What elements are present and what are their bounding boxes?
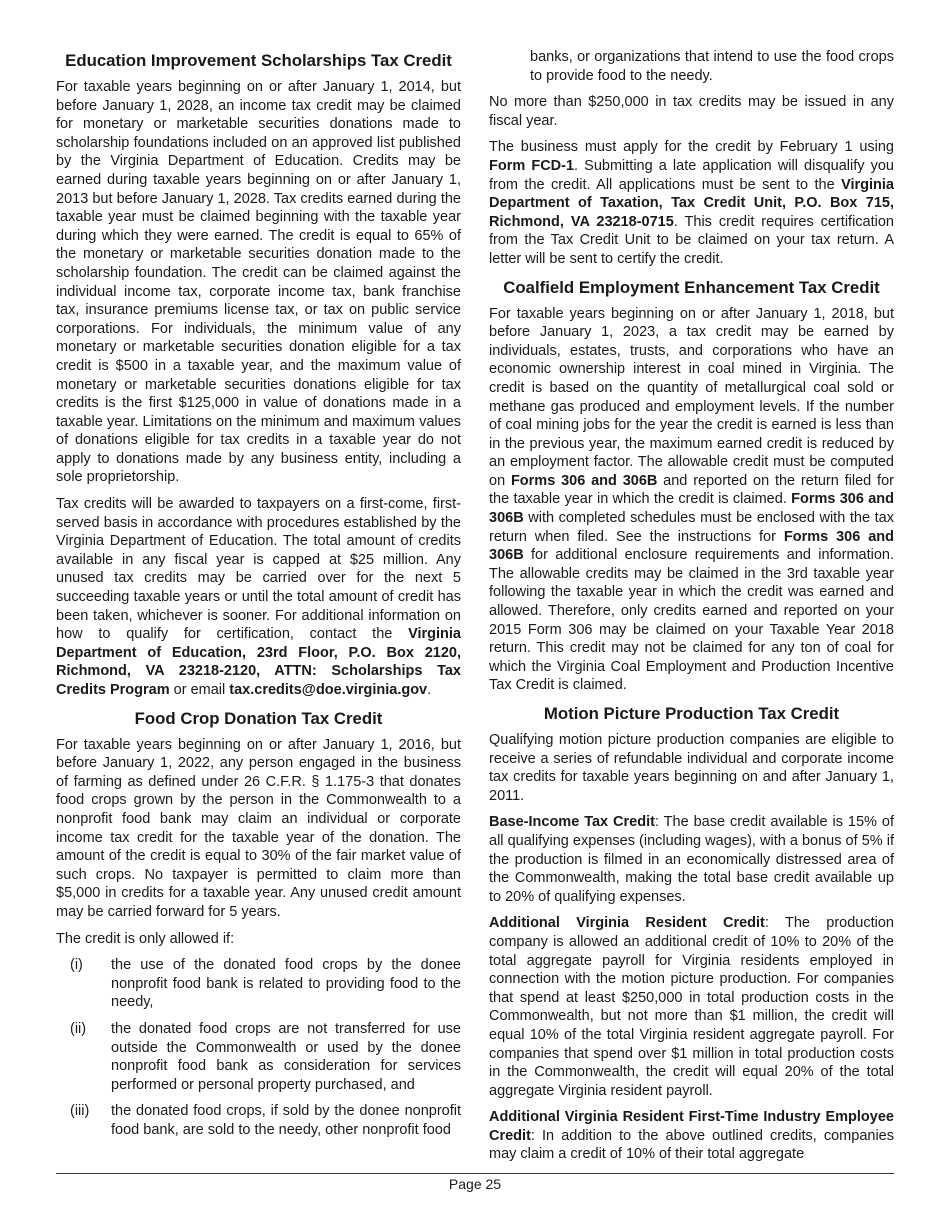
text-run: : The production company is allowed an additional credit of 10% to 20% of the total aggregate payroll for Virginia residents employed in connection with the motion picture production. For companies that spend at least $250,000 in total production costs in the Commonwealth, but not more than $1 million, the credit will equal 10% of the total Virginia resident aggregate payroll. For companies that spend over $1 million in total production costs in the Commonwealth, the credit will equal 20% of the total aggregate Virginia resident payroll. (489, 915, 894, 1099)
doe-email: tax.credits@doe.virginia.gov (229, 682, 428, 698)
text-run: . This credit requires certification from the Tax Credit Unit to be claimed on your tax return. A letter will be sent to certify the credit. (489, 213, 894, 267)
list-item (70, 956, 461, 1012)
list-item-text: the use of the donated food crops by the donee nonprofit food bank is related to providing food to the needy, (111, 957, 461, 1011)
food-paragraph-4 (489, 138, 894, 268)
list-item-text: the donated food crops, if sold by the donee nonprofit food bank, are sold to the needy, other nonprofit food (111, 1103, 461, 1138)
education-paragraph-2 (56, 495, 461, 700)
text-run: . (427, 682, 432, 698)
term-label: Base-Income Tax Credit (489, 814, 655, 831)
page-number: Page 25 (448, 1176, 502, 1192)
text-run: with completed schedules must be enclosed with the tax return when filed. See the instructions for (489, 510, 894, 545)
food-paragraph-2: The credit is only allowed if: (56, 930, 235, 947)
motion-first-time-credit (489, 1108, 894, 1164)
text-run: The business must apply for the credit by February 1 using (489, 139, 894, 156)
doe-address: Virginia Department of Education, 23rd Floor, P.O. Box 2120, Richmond, VA 23218-2120, ATTN: Scholarships Tax Credits Program (56, 626, 461, 698)
text-run: . Submitting a late application will disqualify you from the credit. All applications must be sent to the (489, 157, 894, 193)
education-paragraph-1: For taxable years beginning on or after January 1, 2014, but before January 1, 2028, an income tax credit may be claimed for monetary or marketable securities donations made to scholarship foundations included on an approved list published by the Virginia Department of Education. Credits may be earned during taxable years beginning on or after January 1, 2013 but before January 1, 2028. Tax credits earned during the taxable year must be claimed beginning with the taxable year during which they were earned. The credit is equal to 65% of the monetary or marketable securities donation made to the scholarship foundation. The credit can be claimed against the individual income tax, corporate income tax, bank franchise tax, insurance premiums license tax, or tax on public service corporations. For individuals, the minimum value of any monetary or marketable securities donation eligible for a tax credit is $500 in a taxable year, and the maximum value of monetary or marketable securities donations eligible for tax credits is the first $125,000 in value of donations made in a taxable year. Limitations on the minimum and maximum values of donations eligible for tax credits in a taxable year do not apply to donations made by any business entity, including a sole proprietorship. (56, 79, 461, 486)
food-paragraph-3: No more than $250,000 in tax credits may be issued in any fiscal year. (489, 94, 894, 129)
section-title-food-crop: Food Crop Donation Tax Credit (134, 708, 383, 728)
list-item-text: the donated food crops are not transferred for use outside the Commonwealth or used by the donee nonprofit food bank as consideration for services performed or personal property purchased, and (111, 1020, 461, 1093)
food-paragraph-1: For taxable years beginning on or after January 1, 2016, but before January 1, 2022, any person engaged in the business of farming as defined under 26 C.F.R. § 1.175-3 that donates food crops grown by the person in the Commonwealth to a nonprofit food bank may claim an individual or corporate income tax credit for the taxable year of the donation. The amount of the credit is equal to 30% of the fair market value of such crops. No taxpayer is permitted to claim more than $5,000 in credits for a taxable year. Any unused credit amount may be carried forward for 5 years. (56, 736, 461, 920)
food-conditions-list (56, 956, 461, 1139)
list-item-number: (ii) (70, 1020, 87, 1037)
list-item (70, 1020, 461, 1094)
left-column (56, 48, 461, 1147)
section-title-coalfield: Coalfield Employment Enhancement Tax Credit (503, 277, 880, 297)
food-list-continuation: banks, or organizations that intend to use the food crops to provide food to the needy. (530, 49, 894, 84)
form-name: Forms 306 and 306B (489, 491, 894, 527)
text-run: or email (169, 682, 230, 698)
text-run: and reported on the return filed for the taxable year in which the credit is claimed. (489, 472, 894, 508)
form-name: Forms 306 and 306B (510, 472, 658, 489)
list-item-number: (i) (70, 957, 83, 974)
document-page (56, 48, 894, 1168)
motion-base-credit (489, 813, 894, 906)
form-name: Form FCD-1 (489, 157, 575, 174)
motion-resident-credit (489, 914, 894, 1100)
text-run: Tax credits will be awarded to taxpayers on a first-come, first-served basis in accordance with procedures established by the Virginia Department of Education. The total amount of credits available in any fiscal year is capped at $25 million. Any unused tax credits may be carried over for the next 5 succeeding taxable years or until the total amount of credit has been taken, whichever is sooner. For additional information on how to qualify for certification, contact the (56, 496, 461, 643)
section-title-motion-picture: Motion Picture Production Tax Credit (543, 704, 840, 723)
motion-paragraph-1: Qualifying motion picture production companies are eligible to receive a series of refundable individual and corporate income tax credits for taxable years beginning on and after January 1, 2011. (489, 732, 894, 804)
list-item (70, 1102, 461, 1139)
term-label: Additional Virginia Resident Credit (489, 915, 765, 932)
text-run: For taxable years beginning on or after January 1, 2018, but before January 1, 2023, a tax credit may be earned by individuals, estates, trusts, and corporations who have an economic ownership interest in coal mined in Virginia. The credit is based on the quantity of metallurgical coal sold or methane gas produced and employment levels. If the number of coal mining jobs for the year the credit is earned is less than in the previous year, the maximum earned credit is reduced by an employment factor. The allowable credit must be computed on (489, 305, 894, 489)
section-title-education: Education Improvement Scholarships Tax Credit (65, 51, 452, 70)
footer-divider (56, 1173, 894, 1174)
list-item-number: (iii) (70, 1103, 90, 1120)
text-run: : The base credit available is 15% of all qualifying expenses (including wages), with a bonus of 5% if the production is filmed in an economically distressed area of the Commonwealth, making the total base credit available up to 20% of qualifying expenses. (489, 814, 894, 905)
right-column (489, 48, 894, 1172)
tax-credit-unit-address: Virginia Department of Taxation, Tax Credit Unit, P.O. Box 715, Richmond, VA 23218-0715 (489, 176, 894, 230)
term-label: Additional Virginia Resident First-Time Industry Employee Credit (489, 1109, 894, 1144)
coalfield-paragraph (489, 305, 894, 695)
form-name: Forms 306 and 306B (489, 528, 894, 564)
text-run: : In addition to the above outlined credits, companies may claim a credit of 10% of their total aggregate (489, 1127, 894, 1163)
text-run: for additional enclosure requirements and information. The allowable credits may be claimed in the 3rd taxable year following the taxable year in which the credit was earned and allowed. Therefore, only credits earned and reported on your 2015 Form 306 may be claimed on your Taxable Year 2018 return. This credit may not be claimed for any ton of coal for which the Virginia Coal Employment and Production Incentive Tax Credit is claimed. (489, 547, 894, 694)
